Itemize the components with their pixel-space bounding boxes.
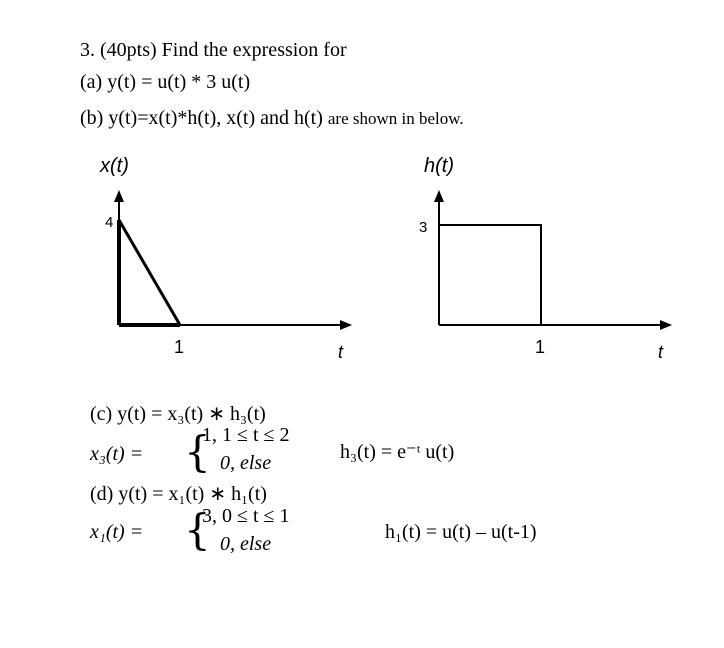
part-d-h: h₁(t) = u(t) – u(t-1) xyxy=(385,521,537,543)
h-graph-signal xyxy=(439,225,541,325)
x-graph-ylabel: x(t) xyxy=(100,155,129,177)
part-d-brace: { xyxy=(184,505,211,554)
h-graph-peak-label: 3 xyxy=(419,219,428,236)
h-graph-tick-label: 1 xyxy=(535,337,546,357)
part-c-line: (c) y(t) = x₃(t) ∗ h₃(t) xyxy=(90,403,266,425)
part-c-case1: 1, 1 ≤ t ≤ 2 xyxy=(202,424,290,446)
x-graph-tick-label: 1 xyxy=(174,337,185,357)
x-graph-axis-label: t xyxy=(338,342,344,362)
part-b-main: (b) y(t)=x(t)*h(t), x(t) and h(t) xyxy=(80,107,323,129)
h-graph-ylabel: h(t) xyxy=(424,155,454,177)
problem-heading: 3. (40pts) Find the expression for xyxy=(80,39,347,61)
part-d-line: (d) y(t) = x₁(t) ∗ h₁(t) xyxy=(90,483,267,505)
x-graph xyxy=(90,150,370,365)
part-c-lhs: x₃(t) = xyxy=(90,443,144,465)
x-graph-y-arrow-icon xyxy=(114,190,124,202)
x-graph-signal xyxy=(119,220,180,325)
x-graph-peak-label: 4 xyxy=(105,214,114,231)
part-d-lhs: x₁(t) = xyxy=(90,521,144,543)
h-graph-y-arrow-icon xyxy=(434,190,444,202)
part-a: (a) y(t) = u(t) * 3 u(t) xyxy=(80,71,251,93)
h-graph-axis-label: t xyxy=(658,342,664,362)
h-graph xyxy=(410,150,700,365)
h-graph-x-arrow-icon xyxy=(660,320,672,330)
x-graph-x-arrow-icon xyxy=(340,320,352,330)
part-b-tail: are shown in below. xyxy=(327,109,464,128)
part-c-case2: 0, else xyxy=(220,452,272,474)
part-d-case2: 0, else xyxy=(220,533,272,555)
part-c-h: h₃(t) = e⁻ᵗ u(t) xyxy=(340,441,455,463)
part-d-case1: 3, 0 ≤ t ≤ 1 xyxy=(202,505,290,527)
part-b xyxy=(80,106,464,131)
part-c-brace: { xyxy=(184,427,211,476)
